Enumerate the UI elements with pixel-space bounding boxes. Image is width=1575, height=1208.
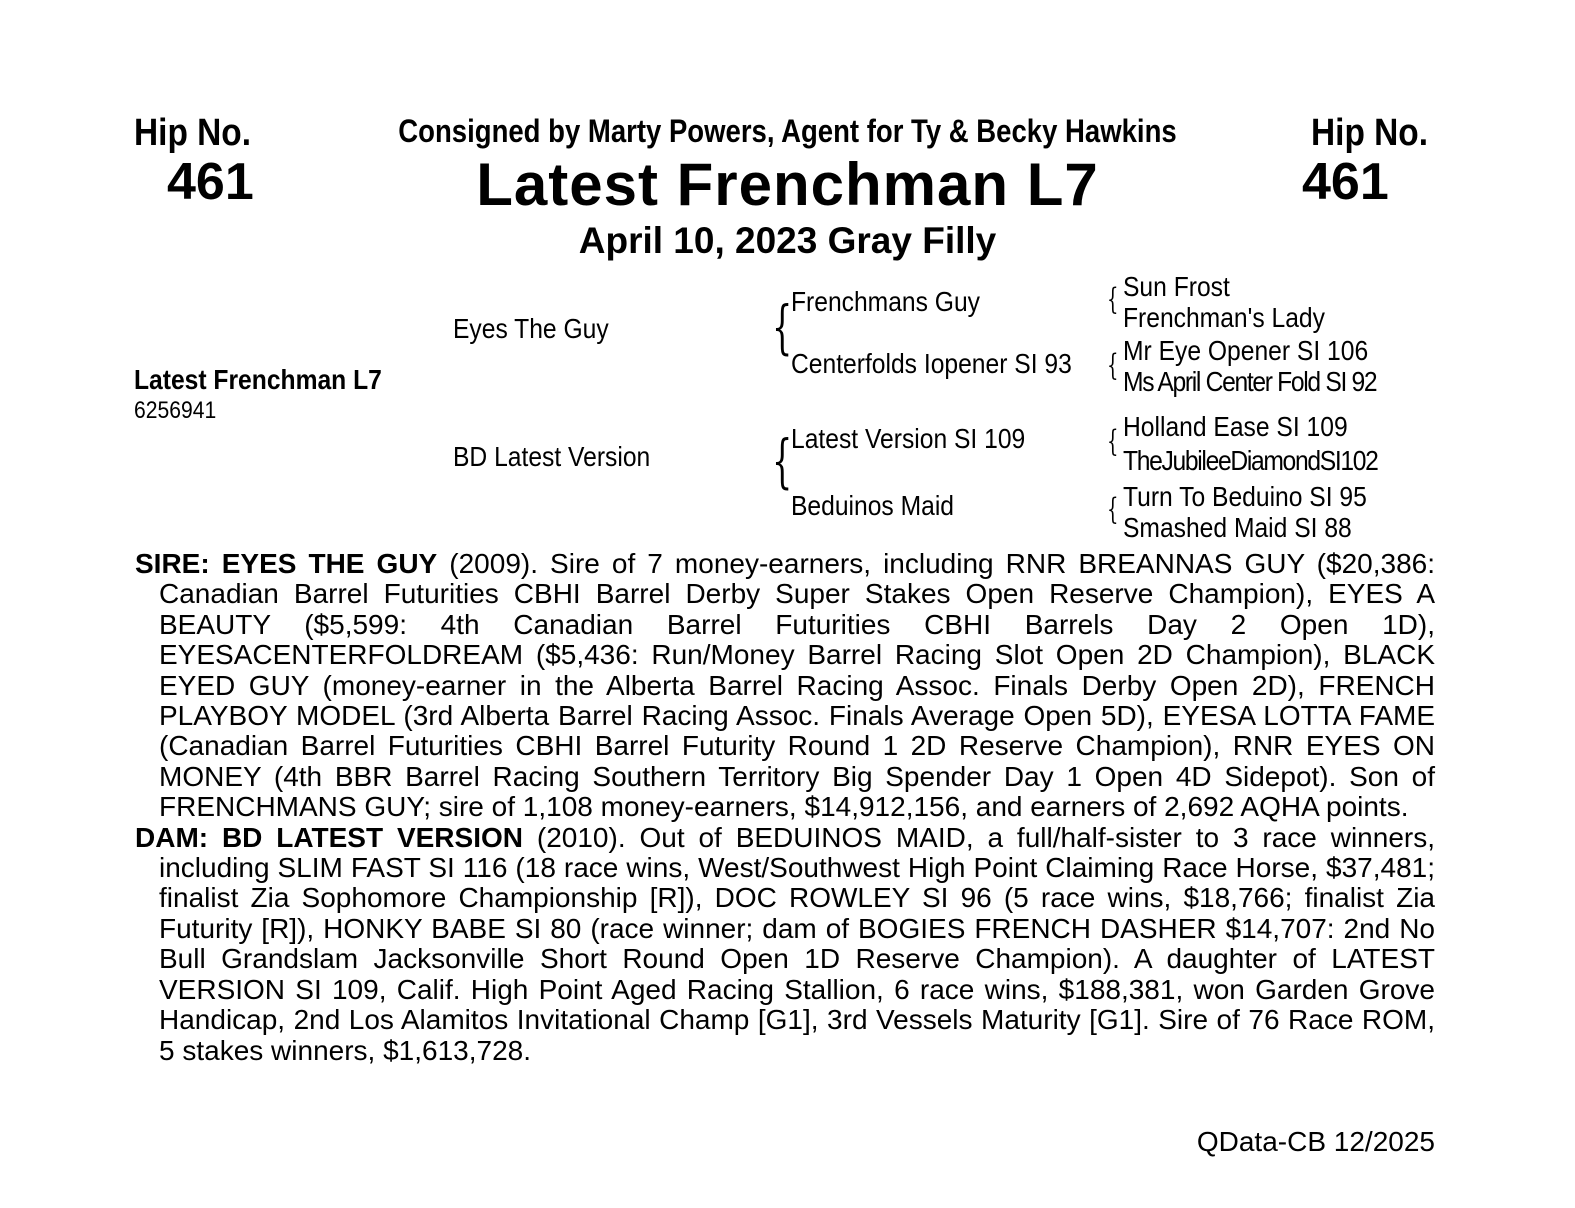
- data-source-footer: QData-CB 12/2025: [1196, 1126, 1435, 1157]
- sire-text: (2009). Sire of 7 money-earners, including RNR BREANNAS GUY ($20,386: Canadian Barrel Futurities CBHI Barrel Derby Super Stakes Open Reserve Champion), EYES A BEAUTY ($5,599: 4th Canadian Barrel Futurities CBHI Barrels Day 2 Open 1D), EYESACENTERFOLDREAM ($5,436: Run/Money Barrel Racing Slot Open 2D Champion), BLACK EYED GUY (money-earner in the Alberta Barrel Racing Assoc. Finals Derby Open 2D), FRENCH PLAYBOY MODEL (3rd Alberta Barrel Racing Assoc. Finals Average Open 5D), EYESA LOTTA FAME (Canadian Barrel Futurities CBHI Barrel Futurity Round 1 2D Reserve Champion), RNR EYES ON MONEY (4th BBR Barrel Racing Southern Territory Big Spender Day 1 Open 4D Sidepot). Son of FRENCHMANS GUY; sire of 1,108 money-earners, $14,912,156, and earners of 2,692 AQHA points.: [159, 548, 1435, 823]
- pedigree-sire: Eyes The Guy: [453, 313, 609, 344]
- registration-number: 6256941: [134, 397, 217, 424]
- horse-name-title: Latest Frenchman L7: [476, 151, 1099, 218]
- pedigree-dam-sire: Latest Version SI 109: [791, 423, 1026, 454]
- pedigree-ggp-2: Frenchman's Lady: [1123, 302, 1325, 333]
- pedigree-sire-dam: Centerfolds Iopener SI 93: [791, 348, 1072, 379]
- sire-heading: SIRE: EYES THE GUY: [135, 548, 438, 579]
- pedigree-ggp-6: TheJubileeDiamondSI102: [1123, 445, 1378, 476]
- dam-heading: DAM: BD LATEST VERSION: [135, 821, 523, 853]
- pedigree-ggp-5: Holland Ease SI 109: [1123, 411, 1348, 442]
- dam-text: (2010). Out of BEDUINOS MAID, a full/half-sister to 3 race winners, including SLIM FAST SI 116 (18 race wins, West/Southwest High Point Claiming Race Horse, $37,481; finalist Zia Sophomore Championship [R]), DOC ROWLEY SI 96 (5 race wins, $18,766; finalist Zia Futurity [R]), HONKY BABE SI 80 (race winner; dam of BOGIES FRENCH DASHER $14,707: 2nd No Bull Grandslam Jacksonville Short Round Open 1D Reserve Champion). A daughter of LATEST VERSION SI 109, Calif. High Point Aged Racing Stallion, 6 race wins, $188,381, won Garden Grove Handicap, 2nd Los Alamitos Invitational Champ [G1], 3rd Vessels Maturity [G1]. Sire of 76 Race ROM, 5 stakes winners, $1,613,728.: [159, 821, 1436, 1066]
- pedigree-dam: BD Latest Version: [453, 441, 651, 472]
- brace-dam-line: {: [772, 427, 793, 495]
- pedigree-ggp-4: Ms April Center Fold SI 92: [1123, 366, 1377, 397]
- pedigree-subject-name: Latest Frenchman L7: [134, 364, 382, 395]
- foaling-info: April 10, 2023 Gray Filly: [578, 220, 997, 261]
- brace-sire-line: {: [772, 293, 793, 361]
- hip-number-right: 461: [1302, 153, 1389, 211]
- consignor-line: Consigned by Marty Powers, Agent for Ty & Becky Hawkins: [398, 113, 1177, 149]
- pedigree-sire-sire: Frenchmans Guy: [791, 286, 980, 317]
- pedigree-ggp-8: Smashed Maid SI 88: [1123, 512, 1352, 543]
- brace-ggp-3: {: [1107, 424, 1119, 459]
- dam-paragraph: [135, 823, 1435, 1066]
- brace-ggp-4: {: [1107, 492, 1119, 527]
- pedigree-ggp-3: Mr Eye Opener SI 106: [1123, 335, 1369, 366]
- hip-label-left: Hip No.: [134, 112, 252, 154]
- catalog-narrative: [135, 549, 1435, 1066]
- hip-label-right: Hip No.: [1311, 112, 1429, 154]
- pedigree-dam-dam: Beduinos Maid: [791, 490, 955, 521]
- brace-ggp-1: {: [1107, 282, 1119, 317]
- hip-number-left: 461: [167, 153, 254, 211]
- pedigree-ggp-1: Sun Frost: [1123, 271, 1230, 302]
- sire-paragraph: [135, 549, 1435, 823]
- pedigree-ggp-7: Turn To Beduino SI 95: [1123, 481, 1367, 512]
- brace-ggp-2: {: [1107, 348, 1119, 383]
